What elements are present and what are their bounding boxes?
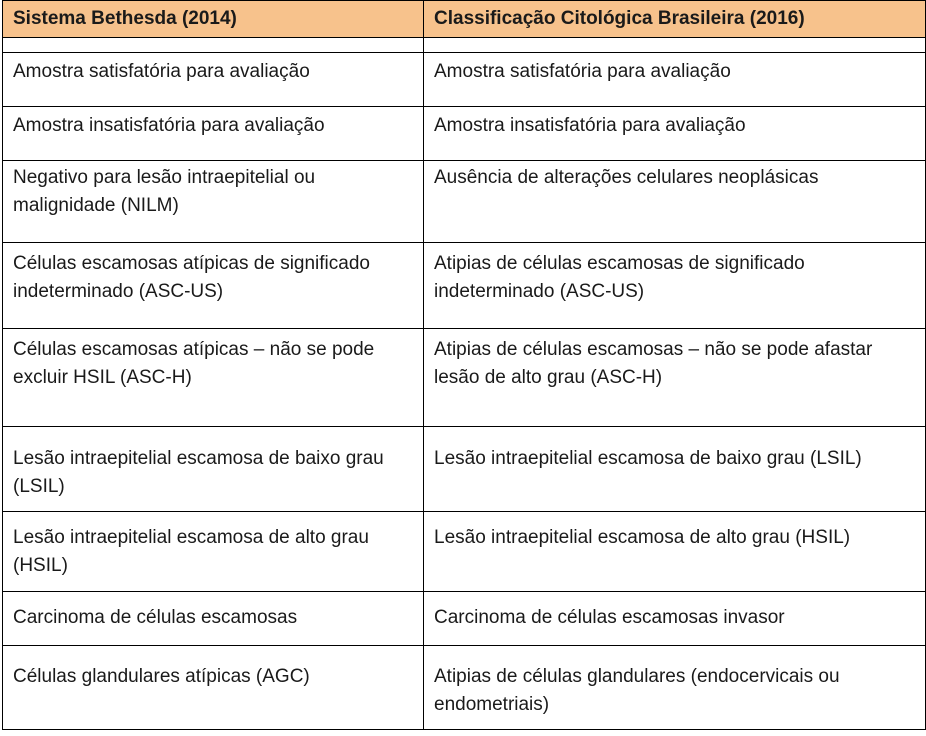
table-row	[3, 329, 926, 427]
classification-table	[2, 0, 926, 730]
table-cell-brasileira: Lesão intraepitelial escamosa de alto grau (HSIL)	[424, 512, 926, 592]
table-cell-bethesda: Lesão intraepitelial escamosa de baixo grau (LSIL)	[3, 427, 424, 512]
table-row	[3, 161, 926, 243]
table-row	[3, 107, 926, 161]
table-header-row	[3, 1, 926, 38]
table-cell-bethesda: Células escamosas atípicas – não se pode excluir HSIL (ASC-H)	[3, 329, 424, 427]
table-cell-brasileira: Atipias de células escamosas de significado indeterminado (ASC-US)	[424, 243, 926, 329]
table-cell-spacer	[424, 38, 926, 53]
table-row	[3, 38, 926, 53]
table-row	[3, 646, 926, 730]
table-row	[3, 427, 926, 512]
table-row	[3, 512, 926, 592]
table-cell-brasileira: Amostra satisfatória para avaliação	[424, 53, 926, 107]
table-cell-bethesda: Células escamosas atípicas de significado indeterminado (ASC-US)	[3, 243, 424, 329]
table-cell-brasileira: Amostra insatisfatória para avaliação	[424, 107, 926, 161]
table-cell-bethesda: Amostra insatisfatória para avaliação	[3, 107, 424, 161]
table-cell-spacer	[3, 38, 424, 53]
table-cell-bethesda: Negativo para lesão intraepitelial ou malignidade (NILM)	[3, 161, 424, 243]
column-header-bethesda: Sistema Bethesda (2014)	[3, 1, 424, 38]
table-cell-bethesda: Carcinoma de células escamosas	[3, 592, 424, 646]
table-row	[3, 592, 926, 646]
column-header-brasileira: Classificação Citológica Brasileira (2016)	[424, 1, 926, 38]
table-cell-brasileira: Atipias de células escamosas – não se pode afastar lesão de alto grau (ASC-H)	[424, 329, 926, 427]
table-cell-brasileira: Ausência de alterações celulares neoplásicas	[424, 161, 926, 243]
table-row	[3, 53, 926, 107]
table-cell-brasileira: Atipias de células glandulares (endocervicais ou endometriais)	[424, 646, 926, 730]
table-cell-brasileira: Lesão intraepitelial escamosa de baixo grau (LSIL)	[424, 427, 926, 512]
table-row	[3, 243, 926, 329]
table-cell-bethesda: Amostra satisfatória para avaliação	[3, 53, 424, 107]
table-cell-brasileira: Carcinoma de células escamosas invasor	[424, 592, 926, 646]
table-cell-bethesda: Células glandulares atípicas (AGC)	[3, 646, 424, 730]
table-cell-bethesda: Lesão intraepitelial escamosa de alto grau (HSIL)	[3, 512, 424, 592]
